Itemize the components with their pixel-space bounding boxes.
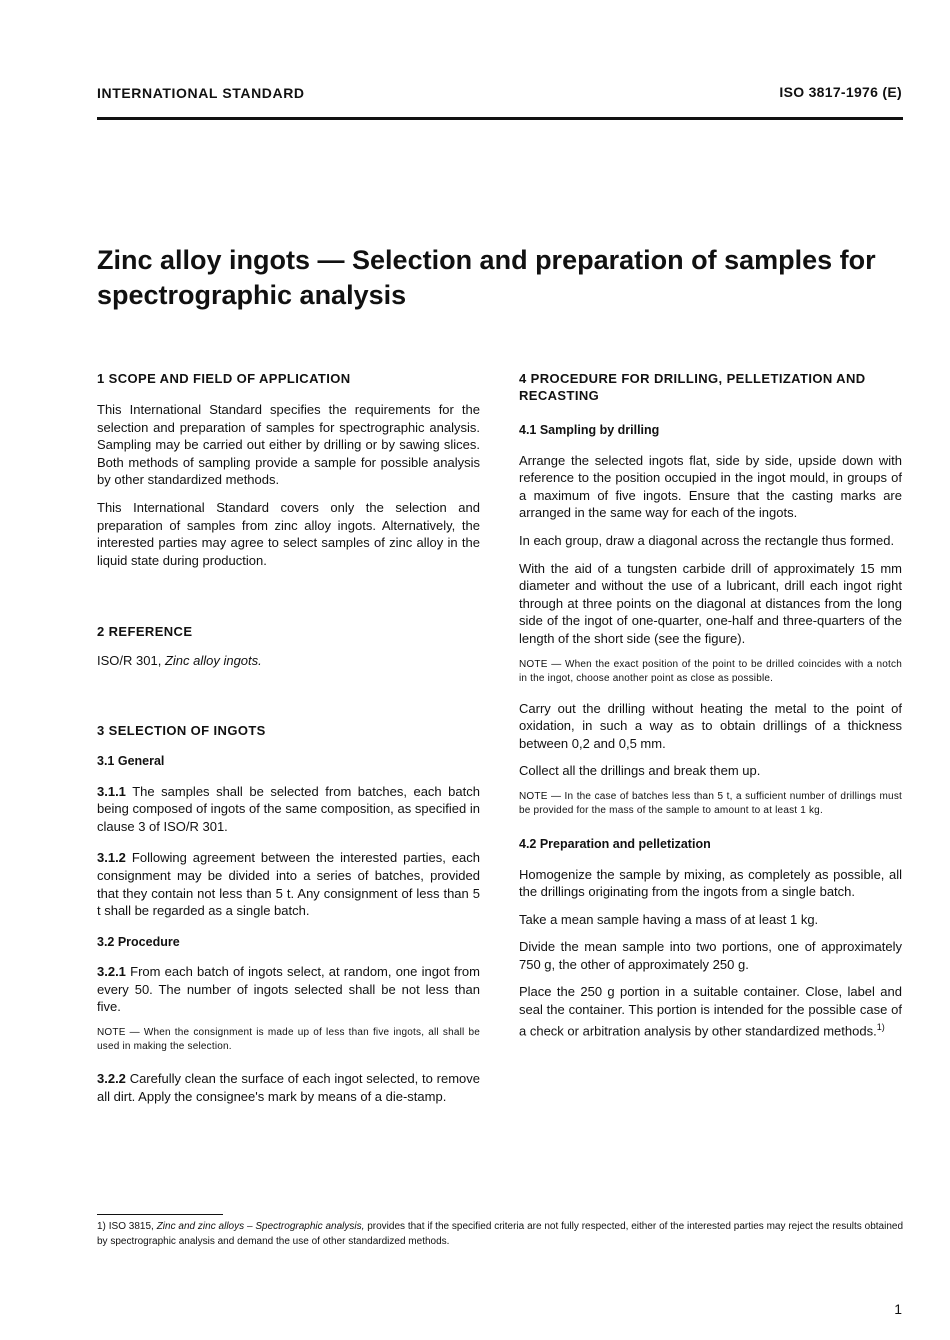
section-2-reference [97, 652, 480, 670]
reference-title: Zinc alloy ingots. [164, 653, 262, 669]
section-4-1-paragraph-2: In each group, draw a diagonal across the rectangle thus formed. [519, 532, 895, 548]
clause-3-2-2-number: 3.2.2 [97, 1071, 126, 1087]
section-4-2-paragraph-1: Homogenize the sample by mixing, as completely as possible, all the drillings originating from the ingots from a single batch. [519, 866, 902, 900]
section-4-1-paragraph-4: Carry out the drilling without heating the metal to the point of oxidation, in such a way as to obtain drillings of a thickness between 0,2 and 0,5 mm. [519, 700, 902, 751]
section-4-2-paragraph-3: Divide the mean sample into two portions, one of approximately 750 g, the other of approximately 250 g. [519, 939, 902, 972]
right-column [519, 370, 902, 1040]
footnote-reference: 1) [876, 1021, 885, 1032]
footnote-ref: ISO 3815, [108, 1221, 154, 1232]
section-3-heading: 3 SELECTION OF INGOTS [97, 722, 266, 738]
subsection-4-2-heading: 4.2 Preparation and pelletization [519, 836, 711, 851]
clause-3-1-2-text: Following agreement between the interested parties, each consignment may be divided into a series of batches, provided that they contain not less than 5 t. Any consignment of less than 5 t shall be regarded as a single batch. [97, 850, 480, 919]
clause-3-2-1-text: From each batch of ingots select, at random, one ingot from every 50. The number of ingots selected shall be not less than five. [97, 964, 480, 1015]
clause-3-1-2 [97, 849, 480, 919]
section-4-heading: 4 PROCEDURE FOR DRILLING, PELLETIZATION AND RECASTING [519, 371, 866, 403]
section-4-1-paragraph-3: With the aid of a tungsten carbide drill of approximately 15 mm diameter and without the use of a lubricant, drill each ingot right through at three points on the diagonal at distances from the long side of the ingot of one-quarter, one-half and three-quarters of the length of the short side (see the figure). [519, 560, 902, 646]
section-4-2-paragraph-4-text: Place the 250 g portion in a suitable container. Close, label and seal the container. This portion is intended for the possible case of a check or arbitration analysis by other standardized methods. [519, 984, 902, 1038]
clause-3-1-1-text: The samples shall be selected from batches, each batch being composed of ingots of the same composition, as specified in clause 3 of ISO/R 301. [97, 783, 480, 834]
clause-3-1-1-number: 3.1.1 [97, 783, 126, 799]
section-4-1-note-2: NOTE — In the case of batches less than 5 t, a sufficient number of drillings must be provided for the mass of the sample to amount to at least 1 kg. [519, 790, 902, 816]
section-2-heading: 2 REFERENCE [97, 624, 193, 640]
page-number: 1 [894, 1301, 902, 1317]
header-standard-label: INTERNATIONAL STANDARD [97, 85, 305, 101]
section-1-paragraph-1: This International Standard specifies the requirements for the selection and preparation of samples for spectrographic analysis. Sampling may be carried out either by drilling or by sawing slices. Both methods of sampling provide a sample for possible analysis by other standardized methods. [97, 402, 480, 488]
title-line-1: Zinc alloy ingots — Selection and preparation of samples for [97, 245, 876, 275]
footnote-rule [97, 1214, 223, 1215]
clause-3-2-1-number: 3.2.1 [97, 964, 126, 980]
footnote [97, 1219, 903, 1249]
clause-3-1-1 [97, 783, 480, 836]
footnote-text: provides that if the specified criteria are not fully respected, either of the interested parties may reject the results obtained by spectrographic analysis and demand the use of other standardized methods. [97, 1221, 904, 1247]
header-rule [97, 117, 903, 120]
clause-3-2-1 [97, 963, 480, 1016]
footnote-title: Zinc and zinc alloys – Spectrographic analysis, [156, 1221, 365, 1232]
section-4-1-paragraph-1: Arrange the selected ingots flat, side by side, upside down with reference to the position occupied in the ingot mould, in groups of a maximum of five ingots. Ensure that the casting marks are arranged in the same way for each of the ingots. [519, 452, 902, 521]
title-line-2: spectrographic analysis [97, 280, 407, 310]
document-title [97, 243, 917, 313]
subsection-3-1-heading: 3.1 General [97, 753, 165, 768]
section-1-heading: 1 SCOPE AND FIELD OF APPLICATION [97, 371, 351, 386]
section-4-1-paragraph-5: Collect all the drillings and break them up. [519, 763, 761, 779]
clause-3-2-2-text: Carefully clean the surface of each ingot selected, to remove all dirt. Apply the consignee's mark by means of a die-stamp. [97, 1071, 480, 1104]
footnote-marker: 1) [97, 1221, 106, 1232]
section-1-paragraph-2: This International Standard covers only the selection and preparation of samples from zinc alloy ingots. Alternatively, the interested parties may agree to select samples of zinc alloy in the liquid state during production. [97, 499, 480, 568]
clause-3-1-2-number: 3.1.2 [97, 850, 126, 866]
reference-code: ISO/R 301, [97, 653, 162, 669]
section-3-note: NOTE — When the consignment is made up of less than five ingots, all shall be used in making the selection. [97, 1027, 480, 1053]
left-column [97, 370, 480, 1105]
subsection-3-2-heading: 3.2 Procedure [97, 934, 180, 949]
section-4-2-paragraph-2: Take a mean sample having a mass of at least 1 kg. [519, 911, 819, 927]
section-4-1-note-1: NOTE — When the exact position of the point to be drilled coincides with a notch in the ingot, choose another point as close as possible. [519, 658, 902, 684]
header-document-number: ISO 3817-1976 (E) [779, 84, 902, 100]
section-4-2-paragraph-4 [519, 983, 902, 1039]
subsection-4-1-heading: 4.1 Sampling by drilling [519, 423, 660, 437]
clause-3-2-2 [97, 1070, 480, 1105]
